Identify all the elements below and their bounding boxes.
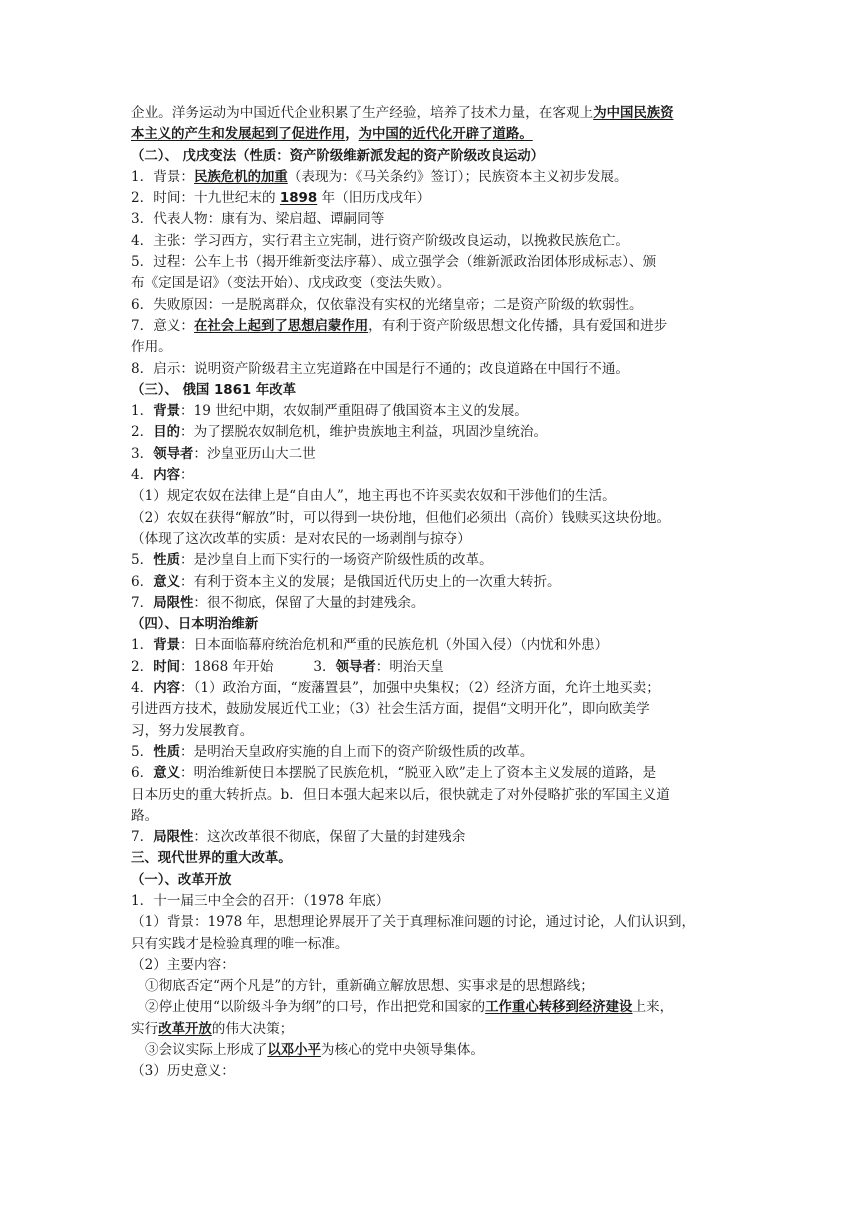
text: 年（旧历戊戌年） [317, 190, 431, 207]
part-heading: 三、现代世界的重大改革。 [131, 851, 292, 867]
text-line: （2）主要内容： [131, 956, 235, 973]
bold-text: 时间 [153, 659, 181, 675]
text: ②停止使用“以阶级斗争为纲”的口号，作出把党和国家的 [145, 999, 486, 1016]
text: 企业。洋务运动为中国近代企业积累了生产经验，培养了技术力量，在客观上 [131, 105, 594, 121]
text-line [131, 401, 731, 422]
bold-text: 局限性 [153, 830, 194, 846]
text-line: 1．十一届三中全会的召开：（1978 年底） [131, 892, 390, 909]
text-line [131, 763, 731, 784]
bold-text: 背景 [153, 638, 181, 654]
text-line [131, 1019, 731, 1040]
text: ， [345, 127, 359, 143]
emphasis-text: 以邓小平 [267, 1043, 321, 1059]
emphasis-text: 为中国的近代化开辟了道路。 [358, 127, 533, 143]
text-line [131, 124, 731, 145]
text: ：很不彻底，保留了大量的封建残余。 [193, 594, 425, 611]
text-line [131, 103, 731, 124]
text: ：有利于资本主义的发展；是俄国近代历史上的一次重大转折。 [180, 573, 561, 590]
text-line [131, 678, 731, 699]
text: 3． [313, 658, 336, 675]
text-line: 只有实践才是检验真理的唯一标准。 [131, 935, 349, 952]
text-line: （体现了这次改革的实质：是对农民的一场剥削与掠夺） [131, 530, 471, 547]
text: ③会议实际上形成了 [145, 1042, 268, 1059]
text: 4． [131, 680, 154, 697]
emphasis-text: 本主义的产生和发展起到了促进作用 [131, 127, 346, 143]
text: 2．时间：十九世纪末的 [131, 190, 280, 207]
text-line [131, 635, 731, 656]
text-line [131, 444, 731, 465]
bold-text: 局限性 [153, 595, 194, 611]
text: 5． [131, 743, 154, 760]
text-line: 日本历史的重大转折点。b．但日本强大起来以后，很快就走了对外侵略扩张的军国主义道 [131, 786, 670, 803]
bold-text: 领导者 [153, 446, 194, 462]
emphasis-text: 改革开放 [158, 1021, 212, 1037]
text-line: 布《定国是诏》（变法开始）、戊戌政变（变法失败）。 [131, 275, 451, 292]
section-heading: （一）、改革开放 [131, 872, 232, 888]
text: 1． [131, 403, 154, 420]
emphasis-text: 1898 [279, 191, 318, 207]
text-line [131, 997, 731, 1018]
bold-text: 目的 [153, 425, 181, 441]
text: 1． [131, 637, 154, 654]
text-line [131, 465, 731, 486]
text-line [131, 316, 731, 337]
emphasis-text: 民族危机的加重 [194, 169, 288, 185]
text: 上来， [632, 999, 674, 1016]
text-line [131, 1040, 731, 1061]
text-line [131, 742, 731, 763]
bold-text: 内容 [153, 681, 181, 697]
section-heading: （三）、 俄国 1861 年改革 [131, 382, 297, 398]
text-line: 5．过程：公车上书（揭开维新变法序幕）、成立强学会（维新派政治团体形成标志）、颁 [131, 254, 657, 271]
text: 4． [131, 467, 154, 484]
text-line [131, 422, 731, 443]
bold-text: 领导者 [335, 659, 376, 675]
text-line [131, 188, 731, 209]
emphasis-text: 为中国民族资 [593, 106, 674, 121]
bold-text: 意义 [153, 574, 181, 590]
text-line: 4．主张：学习西方，实行君主立宪制，进行资产阶级改良运动，以挽救民族危亡。 [131, 232, 630, 249]
text-line: （3）历史意义： [131, 1063, 235, 1080]
section-heading: （四）、日本明治维新 [131, 617, 259, 633]
text: ：是沙皇自上而下实行的一场资产阶级性质的改革。 [180, 552, 493, 569]
document-page [131, 103, 731, 1083]
text: ：这次改革很不彻底，保留了大量的封建残余 [193, 829, 466, 846]
bold-text: 背景 [153, 404, 181, 420]
text: 2． [131, 424, 154, 441]
text-line: 引进西方技术，鼓励发展近代工业；（3）社会生活方面，提倡“文明开化”，即向欧美学 [131, 701, 650, 718]
text-line: ①彻底否定“两个凡是”的方针，重新确立解放思想、实事求是的思想路线； [145, 978, 594, 995]
text-line: 习，努力发展教育。 [131, 722, 254, 739]
text-line: 6．失败原因：一是脱离群众，仅依靠没有实权的光绪皇帝；二是资产阶级的软弱性。 [131, 296, 643, 313]
text: 为核心的党中央领导集体。 [320, 1042, 485, 1059]
emphasis-text: 在社会上起到了思想启蒙作用 [194, 318, 369, 334]
text: 7．意义： [131, 317, 195, 334]
text: 实行 [131, 1020, 159, 1037]
text: ：是明治天皇政府实施的自上而下的资产阶级性质的改革。 [180, 743, 534, 760]
text: 6． [131, 573, 154, 590]
text: ：明治维新使日本摆脱了民族危机，“脱亚入欧”走上了资本主义发展的道路，是 [180, 765, 657, 782]
bold-text: 性质 [153, 744, 181, 760]
text: 6． [131, 765, 154, 782]
text: ：沙皇亚历山大二世 [193, 445, 316, 462]
text: ，有利于资产阶级思想文化传播，具有爱国和进步 [368, 317, 668, 334]
text: 3． [131, 445, 154, 462]
text: 1．背景： [131, 168, 195, 185]
text: 7． [131, 594, 154, 611]
text: ：明治天皇 [375, 658, 444, 675]
emphasis-text: 工作重心转移到经济建设 [485, 1000, 633, 1016]
text-line [131, 827, 731, 848]
text: 2． [131, 658, 154, 675]
text: （表现为：《马关条约》签订）；民族资本主义初步发展。 [287, 168, 628, 185]
text-line: （2）农奴在获得“解放”时，可以得到一块份地，但他们必须出（高价）钱赎买这块份地。 [131, 509, 671, 526]
text: ：（1）政治方面，“废藩置县”，加强中央集权；（2）经济方面，允许土地买卖； [180, 680, 660, 697]
text: ：日本面临幕府统治危机和严重的民族危机（外国入侵）（内忧和外患） [180, 637, 609, 654]
bold-text: 内容 [153, 468, 181, 484]
bold-text: 意义 [153, 766, 181, 782]
text-line [131, 572, 731, 593]
text-line: 作用。 [131, 339, 172, 356]
text: 的伟大决策； [211, 1020, 294, 1037]
text-line: 3．代表人物：康有为、梁启超、谭嗣同等 [131, 211, 385, 228]
text-line: （1）规定农奴在法律上是“自由人”，地主再也不许买卖农奴和干涉他们的生活。 [131, 488, 616, 505]
text: 5． [131, 552, 154, 569]
text-line: 8．启示：说明资产阶级君主立宪道路在中国是行不通的；改良道路在中国行不通。 [131, 360, 630, 377]
bold-text: 性质 [153, 553, 181, 569]
text-line [131, 593, 731, 614]
text: 7． [131, 829, 154, 846]
text: ：19 世纪中期，农奴制严重阻碍了俄国资本主义的发展。 [180, 403, 528, 420]
text-line [131, 550, 731, 571]
text: ：为了摆脱农奴制危机，维护贵族地主利益，巩固沙皇统治。 [180, 424, 548, 441]
text: ：1868 年开始 [180, 658, 274, 675]
text-line: （1）背景：1978 年，思想理论界展开了关于真理标准问题的讨论，通过讨论，人们认识到， [131, 914, 696, 931]
section-heading: （二）、 戊戌变法（性质：资产阶级维新派发起的资产阶级改良运动） [131, 148, 545, 164]
text-line [131, 167, 731, 188]
text: ： [180, 467, 194, 484]
text-line [131, 657, 731, 678]
text-line: 路。 [131, 807, 159, 824]
